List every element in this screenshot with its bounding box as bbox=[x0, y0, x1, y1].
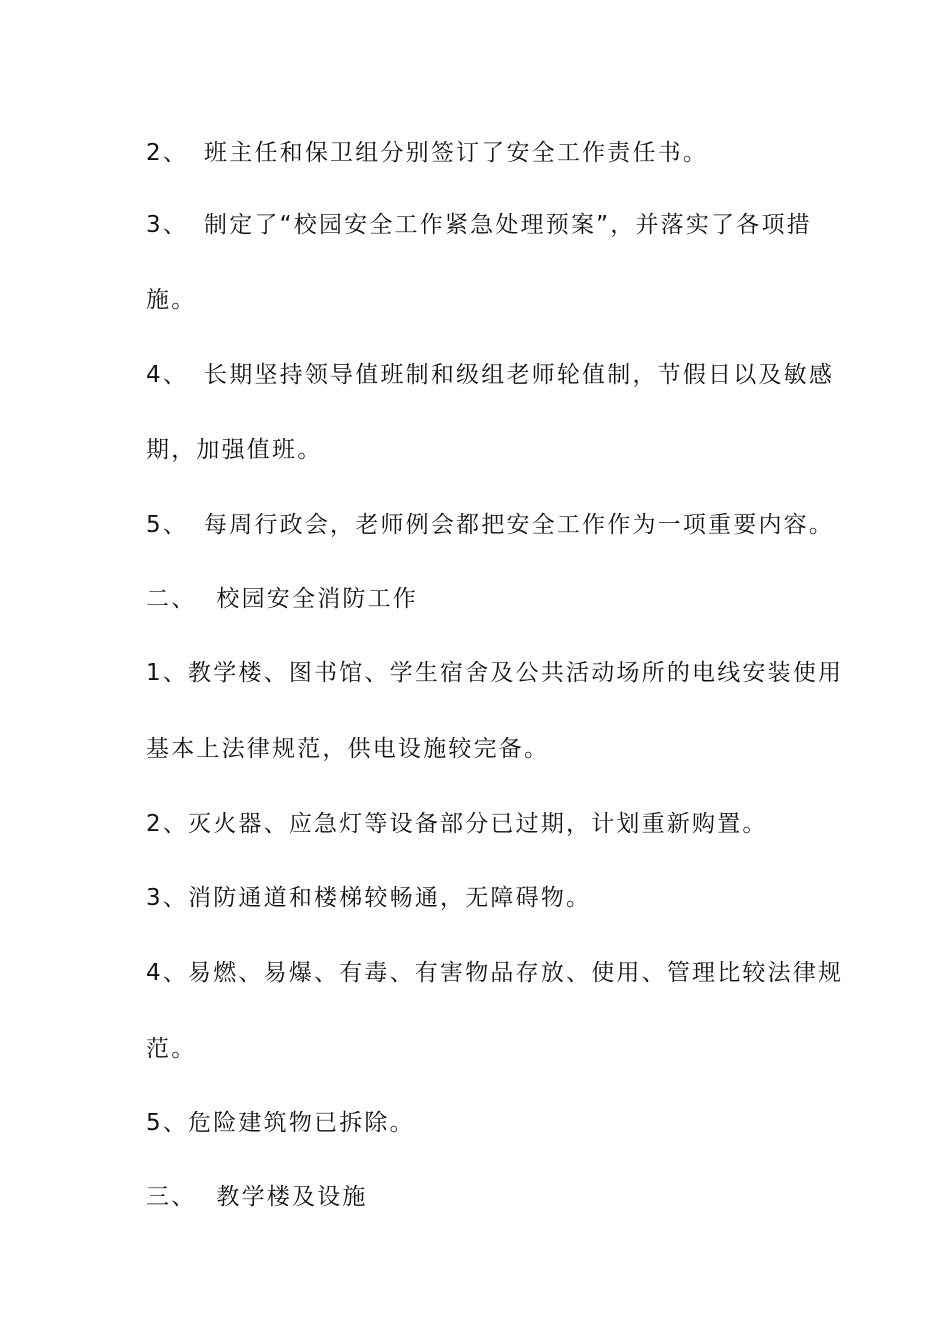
section-number: 三、 bbox=[146, 1184, 197, 1210]
line-text: 期，加强值班。 bbox=[146, 437, 323, 463]
paragraph-line bbox=[146, 210, 826, 240]
paragraph-line bbox=[146, 958, 844, 988]
paragraph-line bbox=[146, 360, 835, 390]
paragraph-line bbox=[146, 435, 826, 465]
item-number: 2、 bbox=[146, 140, 189, 166]
line-text: 范。 bbox=[146, 1036, 197, 1062]
line-text: 制定了“校园安全工作紧急处理预案”，并落实了各项措 bbox=[204, 212, 812, 238]
item-number: 5、 bbox=[146, 512, 189, 538]
line-text: 每周行政会，老师例会都把安全工作作为一项重要内容。 bbox=[204, 512, 835, 538]
paragraph-line bbox=[146, 510, 835, 540]
section-number: 二、 bbox=[146, 586, 197, 612]
paragraph-line bbox=[146, 809, 826, 839]
line-text: 4、易燃、易爆、有毒、有害物品存放、使用、管理比较法律规 bbox=[146, 960, 844, 986]
line-text: 长期坚持领导值班制和级组老师轮值制，节假日以及敏感 bbox=[204, 362, 835, 388]
line-text: 2、灭火器、应急灯等设备部分已过期，计划重新购置。 bbox=[146, 811, 768, 837]
line-text: 班主任和保卫组分别签订了安全工作责任书。 bbox=[204, 140, 709, 166]
section-title: 校园安全消防工作 bbox=[216, 586, 419, 612]
line-text: 3、消防通道和楼梯较畅通，无障碍物。 bbox=[146, 885, 592, 911]
paragraph-line bbox=[146, 138, 826, 168]
paragraph-line bbox=[146, 1034, 826, 1064]
line-text: 5、危险建筑物已拆除。 bbox=[146, 1110, 415, 1136]
item-number: 4、 bbox=[146, 362, 189, 388]
item-number: 3、 bbox=[146, 212, 189, 238]
paragraph-line bbox=[146, 1108, 826, 1138]
line-text: 1、教学楼、图书馆、学生宿舍及公共活动场所的电线安装使用 bbox=[146, 660, 844, 686]
paragraph-line bbox=[146, 658, 844, 688]
section-heading bbox=[146, 584, 826, 614]
paragraph-line bbox=[146, 883, 826, 913]
paragraph-line bbox=[146, 285, 826, 315]
line-text: 施。 bbox=[146, 287, 197, 313]
section-title: 教学楼及设施 bbox=[216, 1184, 368, 1210]
line-text: 基本上法律规范，供电设施较完备。 bbox=[146, 736, 550, 762]
section-heading bbox=[146, 1182, 826, 1212]
paragraph-line bbox=[146, 734, 826, 764]
